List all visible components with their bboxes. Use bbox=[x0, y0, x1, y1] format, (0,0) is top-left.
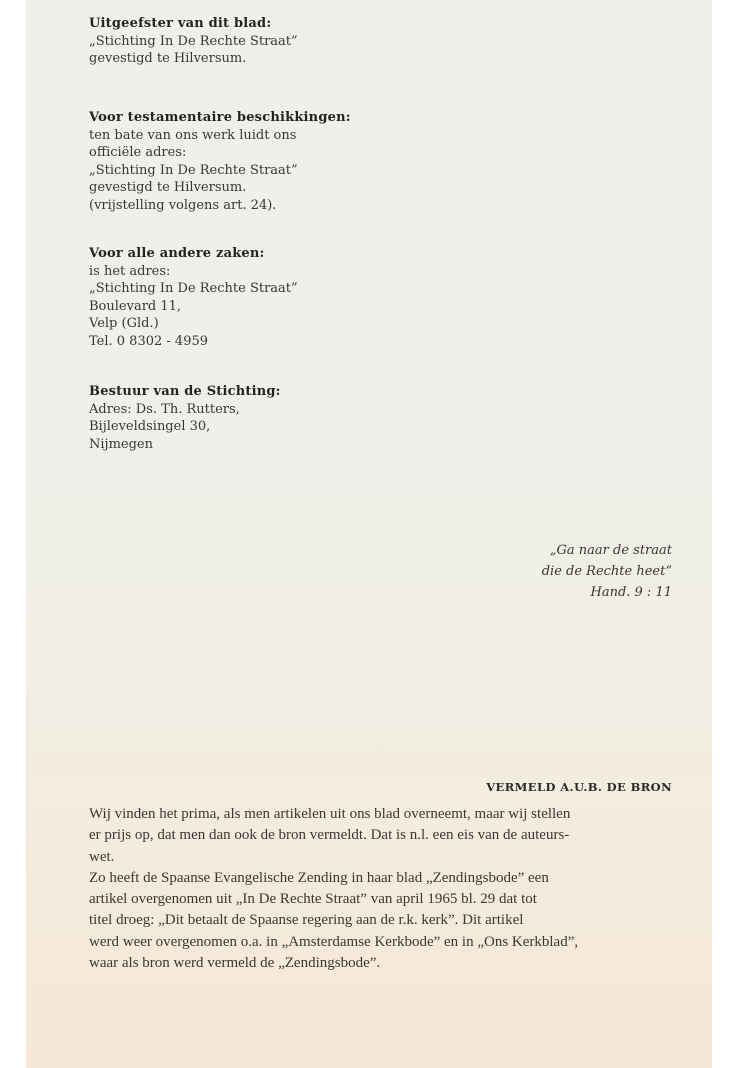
source-notice-heading: VERMELD A.U.B. DE BRON bbox=[486, 780, 672, 794]
quote-reference: Hand. 9 : 11 bbox=[590, 585, 672, 600]
page bbox=[26, 0, 712, 1068]
board-line: Bijleveldsingel 30, bbox=[89, 419, 211, 434]
quote-line: „Ga naar de straat bbox=[549, 543, 672, 558]
testament-line: (vrijstelling volgens art. 24). bbox=[89, 197, 277, 213]
other-matters-line: Tel. 0 8302 - 4959 bbox=[89, 333, 209, 349]
testament-line: ten bate van ons werk luidt ons bbox=[89, 127, 297, 143]
board-line: Nijmegen bbox=[89, 436, 153, 452]
other-matters-line: Boulevard 11, bbox=[89, 298, 182, 314]
source-notice-line: Zo heeft de Spaanse Evangelische Zending in haar blad „Zendingsbode” een bbox=[89, 869, 549, 886]
bible-quote bbox=[542, 540, 672, 603]
board-line: Adres: Ds. Th. Rutters, bbox=[89, 401, 240, 417]
publisher-line: „Stichting In De Rechte Straat” bbox=[89, 33, 298, 49]
testament-line: gevestigd te Hilversum. bbox=[89, 180, 247, 195]
publisher-heading: Uitgeefster van dit blad: bbox=[89, 16, 272, 31]
testament-heading: Voor testamentaire beschikkingen: bbox=[89, 110, 351, 125]
other-matters-line: Velp (Gld.) bbox=[89, 316, 159, 331]
board-block bbox=[89, 383, 281, 453]
source-notice-line: titel droeg: „Dit betaalt de Spaanse regering aan de r.k. kerk”. Dit artikel bbox=[89, 912, 524, 929]
source-notice-text bbox=[89, 804, 699, 974]
other-matters-line: is het adres: bbox=[89, 263, 171, 279]
testament-line: officiële adres: bbox=[89, 145, 187, 160]
publisher-block bbox=[89, 15, 298, 68]
source-notice-line: artikel overgenomen uit „In De Rechte Straat” van april 1965 bl. 29 dat tot bbox=[89, 891, 537, 908]
source-notice-line: werd weer overgenomen o.a. in „Amsterdamse Kerkbode” en in „Ons Kerkblad”, bbox=[89, 933, 579, 950]
source-notice-line: er prijs op, dat men dan ook de bron vermeldt. Dat is n.l. een eis van de auteurs- bbox=[89, 827, 570, 844]
source-notice-line: Wij vinden het prima, als men artikelen uit ons blad overneemt, maar wij stellen bbox=[89, 806, 571, 822]
other-matters-line: „Stichting In De Rechte Straat” bbox=[89, 281, 298, 296]
testament-line: „Stichting In De Rechte Straat” bbox=[89, 162, 298, 178]
source-notice-line: wet. bbox=[89, 848, 115, 865]
testament-block bbox=[89, 109, 351, 214]
board-heading: Bestuur van de Stichting: bbox=[89, 384, 281, 399]
quote-line: die de Rechte heet” bbox=[541, 564, 672, 579]
other-matters-block bbox=[89, 245, 298, 350]
publisher-line: gevestigd te Hilversum. bbox=[89, 51, 247, 66]
source-notice-line: waar als bron werd vermeld de „Zendingsbode”. bbox=[89, 955, 381, 972]
other-matters-heading: Voor alle andere zaken: bbox=[89, 246, 265, 261]
